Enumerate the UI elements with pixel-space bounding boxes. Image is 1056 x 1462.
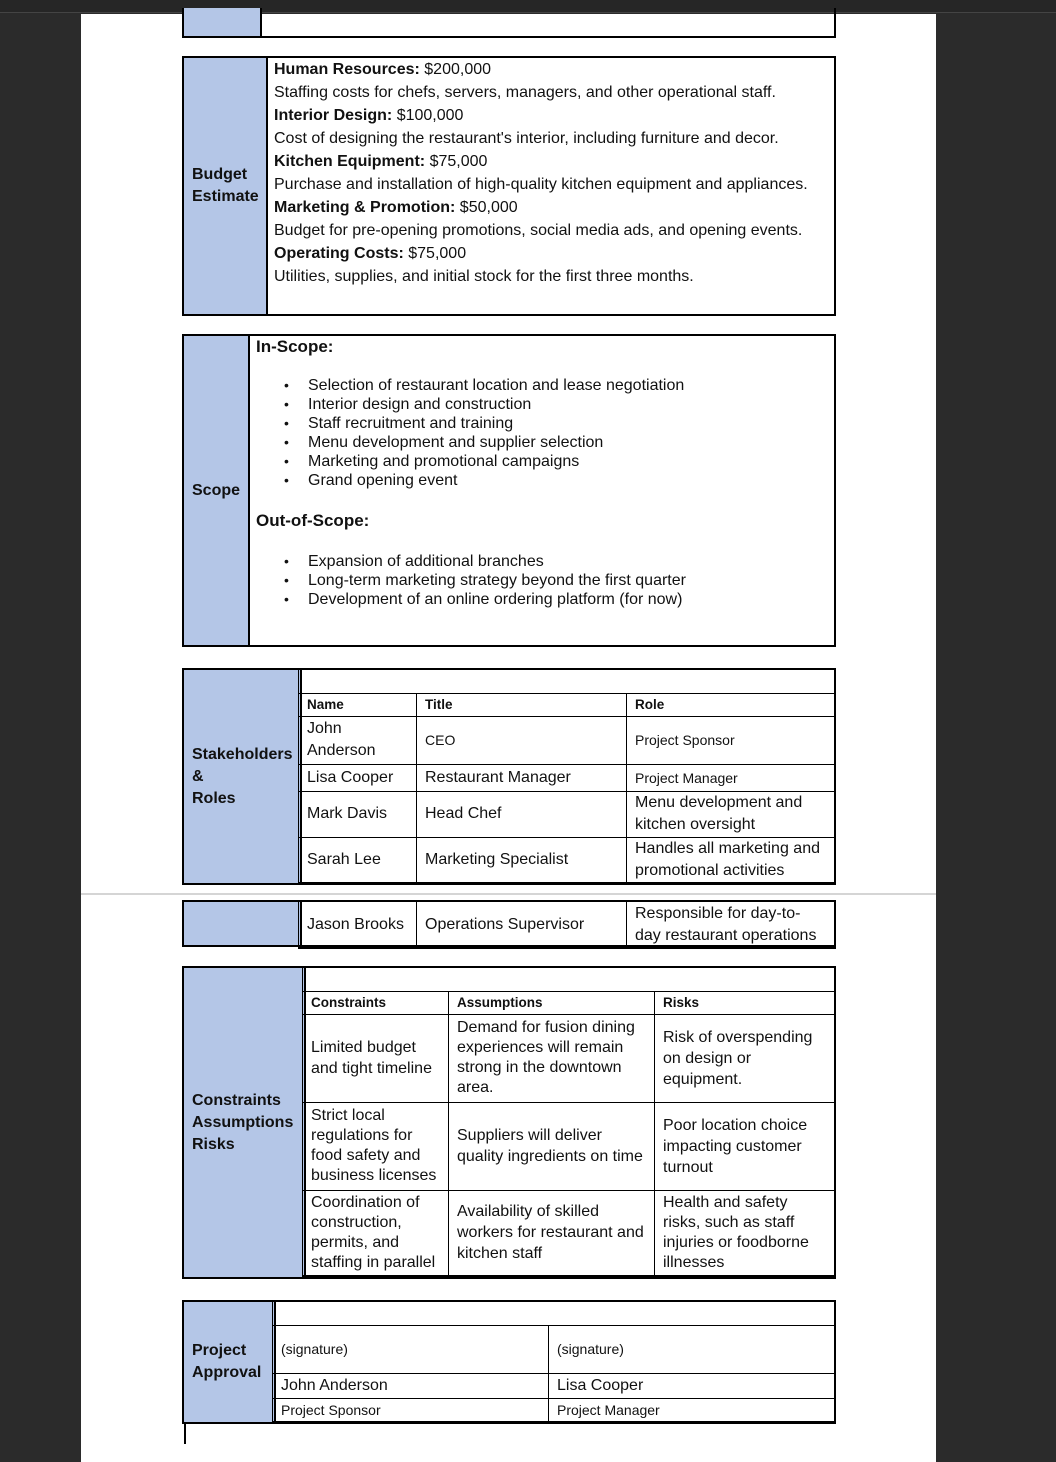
car-label-line2: Assumptions bbox=[192, 1113, 294, 1131]
table-blank-row bbox=[303, 967, 836, 991]
cell-title: Marketing Specialist bbox=[417, 837, 627, 883]
signature-placeholder: (signature) bbox=[273, 1325, 549, 1373]
cell-name: Sarah Lee bbox=[299, 837, 417, 883]
cell-constraint: Strict local regulations for food safety and business licenses bbox=[303, 1102, 449, 1190]
budget-item-amount: $50,000 bbox=[459, 199, 518, 216]
cell-name: John Anderson bbox=[299, 716, 417, 764]
budget-estimate-section bbox=[182, 56, 836, 316]
signer-role: Project Manager bbox=[549, 1398, 836, 1422]
car-label-line3: Risks bbox=[192, 1135, 235, 1153]
stakeholders-label-line3: Roles bbox=[192, 789, 236, 807]
cell-role: Project Manager bbox=[627, 764, 836, 791]
scope-section bbox=[182, 334, 836, 647]
cell-constraint: Coordination of construction, permits, and staffing in parallel bbox=[303, 1190, 449, 1276]
cell-assumption: Availability of skilled workers for restaurant and kitchen staff bbox=[449, 1190, 655, 1276]
table-row bbox=[303, 1190, 836, 1276]
budget-item bbox=[274, 105, 834, 127]
table-row bbox=[299, 901, 836, 948]
previous-section-stub bbox=[182, 8, 836, 38]
column-header-risks: Risks bbox=[655, 991, 836, 1014]
cell-risk: Health and safety risks, such as staff injuries or foodborne illnesses bbox=[655, 1190, 836, 1276]
previous-section-label-cell bbox=[184, 8, 262, 36]
budget-items bbox=[266, 58, 834, 314]
budget-label-line2: Estimate bbox=[192, 188, 259, 205]
signer-name-row bbox=[273, 1373, 836, 1398]
approval-label-line2: Approval bbox=[192, 1364, 262, 1381]
cell-title: Head Chef bbox=[417, 791, 627, 837]
signer-name: John Anderson bbox=[273, 1373, 549, 1398]
cell-risk: Poor location choice impacting customer turnout bbox=[655, 1102, 836, 1190]
table-header-row bbox=[299, 693, 836, 716]
cell-role: Responsible for day-to-day restaurant operations bbox=[627, 901, 836, 948]
budget-item bbox=[274, 243, 834, 265]
budget-item-desc: Staffing costs for chefs, servers, managers, and other operational staff. bbox=[274, 84, 776, 101]
scope-label-text: Scope bbox=[192, 481, 241, 499]
table-blank-row bbox=[299, 669, 836, 693]
stakeholders-table bbox=[298, 668, 836, 884]
cell-name: Jason Brooks bbox=[299, 901, 417, 948]
cell-name: Mark Davis bbox=[299, 791, 417, 837]
budget-item-desc: Budget for pre-opening promotions, social media ads, and opening events. bbox=[274, 222, 803, 239]
stakeholders-label-line2: & bbox=[192, 767, 204, 785]
table-blank-row bbox=[273, 1301, 836, 1325]
approval-table bbox=[272, 1300, 836, 1423]
budget-item-name: Marketing & Promotion: bbox=[274, 199, 456, 216]
constraints-table bbox=[302, 966, 836, 1277]
cell-title: Operations Supervisor bbox=[417, 901, 627, 948]
budget-label-line1: Budget bbox=[192, 166, 248, 183]
budget-item-name: Operating Costs: bbox=[274, 245, 404, 262]
scope-label bbox=[184, 336, 250, 645]
budget-item bbox=[274, 197, 834, 219]
budget-item-name: Interior Design: bbox=[274, 107, 393, 124]
table-header-row bbox=[303, 991, 836, 1014]
cell-role: Menu development and kitchen oversight bbox=[627, 791, 836, 837]
table-cell bbox=[273, 1301, 836, 1325]
table-row bbox=[299, 837, 836, 883]
cell-title: Restaurant Manager bbox=[417, 764, 627, 791]
cell-role: Handles all marketing and promotional activities bbox=[627, 837, 836, 883]
out-of-scope-list bbox=[248, 552, 686, 609]
list-item: • Marketing and promotional campaigns bbox=[248, 452, 684, 471]
list-item: • Grand opening event bbox=[248, 471, 684, 490]
budget-item-desc: Utilities, supplies, and initial stock for the first three months. bbox=[274, 268, 694, 285]
budget-item-name: Human Resources: bbox=[274, 61, 420, 78]
table-row bbox=[299, 716, 836, 764]
table-row bbox=[299, 764, 836, 791]
budget-item-name: Kitchen Equipment: bbox=[274, 153, 426, 170]
list-item: • Expansion of additional branches bbox=[248, 552, 686, 571]
text-cursor bbox=[184, 1424, 186, 1444]
approval-label bbox=[184, 1302, 276, 1422]
table-cell bbox=[299, 669, 836, 693]
car-label-line1: Constraints bbox=[192, 1091, 281, 1109]
list-item: • Development of an online ordering platform (for now) bbox=[248, 590, 686, 609]
list-item: • Selection of restaurant location and lease negotiation bbox=[248, 376, 684, 395]
budget-item-amount: $75,000 bbox=[408, 245, 467, 262]
cell-constraint: Limited budget and tight timeline bbox=[303, 1014, 449, 1102]
cell-assumption: Suppliers will deliver quality ingredients on time bbox=[449, 1102, 655, 1190]
cell-role: Project Sponsor bbox=[627, 716, 836, 764]
cell-title: CEO bbox=[417, 716, 627, 764]
table-cell bbox=[303, 967, 836, 991]
budget-item bbox=[274, 151, 834, 173]
cell-risk: Risk of overspending on design or equipment. bbox=[655, 1014, 836, 1102]
budget-item-desc: Cost of designing the restaurant's interior, including furniture and decor. bbox=[274, 130, 779, 147]
budget-item bbox=[274, 59, 834, 81]
out-of-scope-heading: Out-of-Scope: bbox=[256, 511, 370, 530]
list-item: • Long-term marketing strategy beyond the first quarter bbox=[248, 571, 686, 590]
signer-role: Project Sponsor bbox=[273, 1398, 549, 1422]
column-header-name: Name bbox=[299, 693, 417, 716]
stakeholders-continuation-label bbox=[184, 902, 302, 945]
stakeholders-table-continued bbox=[298, 900, 836, 949]
budget-item-amount: $200,000 bbox=[424, 61, 492, 78]
list-item: • Interior design and construction bbox=[248, 395, 684, 414]
signature-placeholder: (signature) bbox=[549, 1325, 836, 1373]
approval-label-line1: Project bbox=[192, 1342, 247, 1359]
table-row bbox=[303, 1014, 836, 1102]
stakeholders-label-line1: Stakeholders bbox=[192, 745, 293, 763]
in-scope-list bbox=[248, 376, 684, 490]
cell-name: Lisa Cooper bbox=[299, 764, 417, 791]
column-header-constraints: Constraints bbox=[303, 991, 449, 1014]
list-item: • Menu development and supplier selection bbox=[248, 433, 684, 452]
signer-name: Lisa Cooper bbox=[549, 1373, 836, 1398]
stakeholders-label bbox=[184, 670, 302, 883]
table-row bbox=[303, 1102, 836, 1190]
scope-content bbox=[248, 336, 834, 645]
budget-item-amount: $100,000 bbox=[396, 107, 464, 124]
list-item: • Staff recruitment and training bbox=[248, 414, 684, 433]
budget-estimate-label bbox=[184, 58, 268, 314]
signer-role-row bbox=[273, 1398, 836, 1422]
page-break bbox=[81, 893, 936, 895]
in-scope-heading: In-Scope: bbox=[256, 337, 334, 356]
column-header-assumptions: Assumptions bbox=[449, 991, 655, 1014]
signature-row bbox=[273, 1325, 836, 1373]
car-label bbox=[184, 968, 306, 1277]
table-row bbox=[299, 791, 836, 837]
budget-item-amount: $75,000 bbox=[429, 153, 488, 170]
cell-assumption: Demand for fusion dining experiences will remain strong in the downtown area. bbox=[449, 1014, 655, 1102]
column-header-title: Title bbox=[417, 693, 627, 716]
budget-item-desc: Purchase and installation of high-quality kitchen equipment and appliances. bbox=[274, 176, 808, 193]
column-header-role: Role bbox=[627, 693, 836, 716]
